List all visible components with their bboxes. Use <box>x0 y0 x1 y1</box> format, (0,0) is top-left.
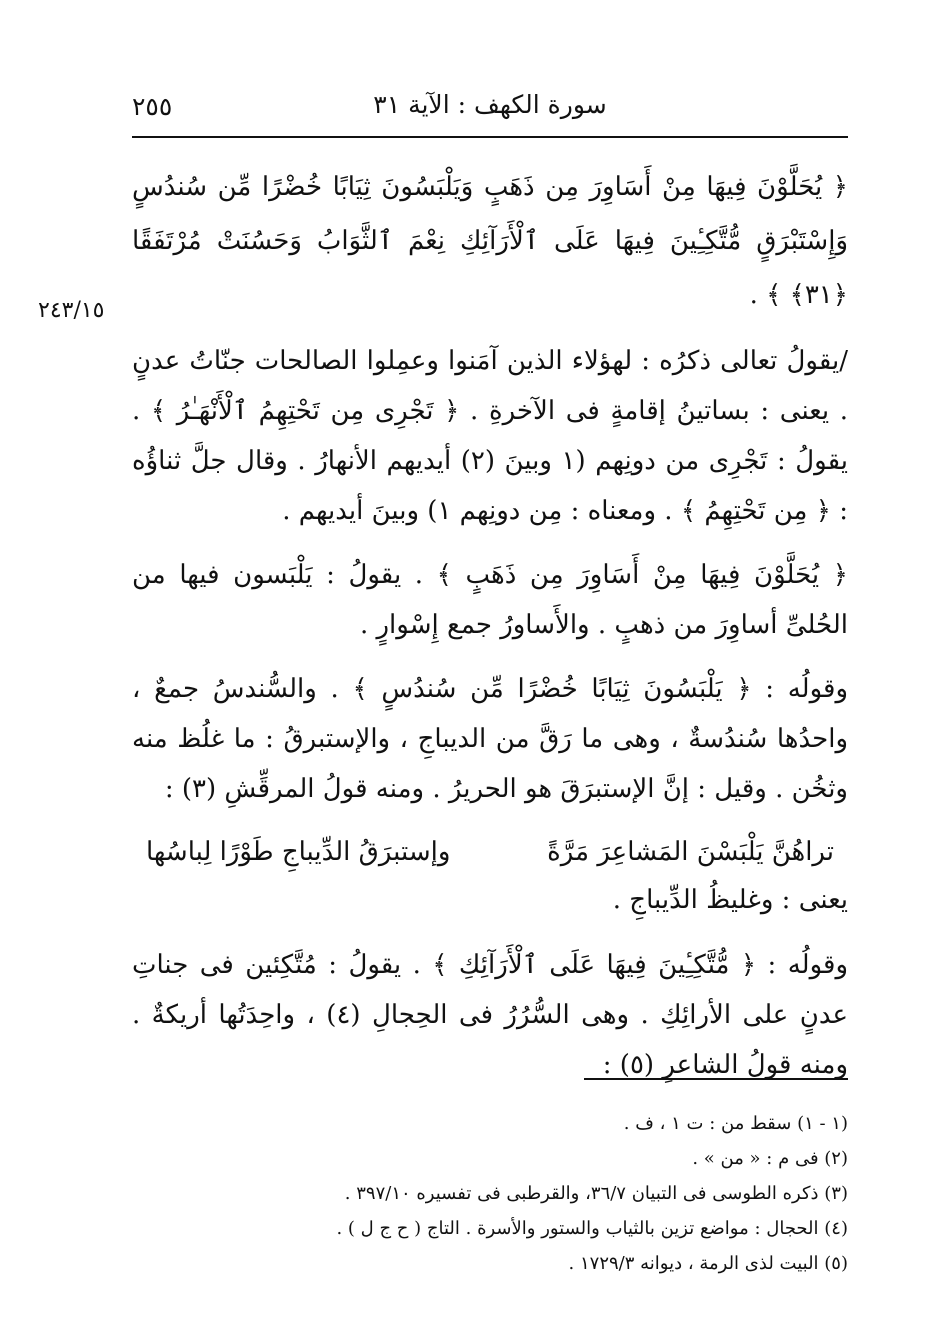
poem-verse <box>132 828 848 876</box>
footnotes <box>132 1106 848 1281</box>
footnote-rule <box>584 1078 848 1080</box>
poem-hemistich-1: تراهُنَّ يَلْبَسْنَ المَشاعِرَ مَرَّةً <box>547 837 834 867</box>
page-number: ٢٥٥ <box>132 92 173 121</box>
paragraph-4: وقولُه : ﴿ مُّتَّكِـِٔينَ فِيهَا عَلَى ٱلْأَرَآئِكِ ﴾ . يقولُ : مُتَّكِئين فى جناتِ عدنٍ على الأرائِكِ . وهى السُّرُرُ فى الحِجالِ (٤) ، واحِدَتُها أريكةٌ . ومنه قولُ الشاعرِ (٥) : <box>132 950 848 1080</box>
running-title: سورة الكهف : الآية ٣١ <box>373 90 607 119</box>
margin-reference: ٢٤٣/١٥ <box>38 298 105 323</box>
paragraph-2: ﴿ يُحَلَّوْنَ فِيهَا مِنْ أَسَاوِرَ مِن ذَهَبٍ ﴾ . يقولُ : يَلْبَسون فيها من الحُلىِّ أساوِرَ من ذهبٍ . والأَساورُ جمع إِسْوارٍ . <box>132 560 848 640</box>
footnote-5: (٥) البيت لذى الرمة ، ديوانه ١٧٢٩/٣ . <box>568 1253 848 1274</box>
footnote-1: (١ - ١) سقط من : ت ١ ، ف . <box>623 1113 848 1134</box>
paragraph-1: /يقولُ تعالى ذكرُه : لهؤلاء الذين آمَنوا وعمِلوا الصالحات جنّاتُ عدنٍ . يعنى : بساتينُ إقامةٍ فى الآخرةِ . ﴿ تَجْرِى مِن تَحْتِهِمُ ٱلْأَنْهَـٰرُ ﴾ . يقولُ : تَجْرِى من دونِهم (١ وبينَ (٢) أيديهم الأنهارُ . وقال جلَّ ثناؤُه : ﴿ مِن تَحْتِهِمُ ﴾ . ومعناه : مِن دونِهم ١) وبينَ أيديهم . <box>132 346 848 526</box>
quran-verse: ﴿ يُحَلَّوْنَ فِيهَا مِنْ أَسَاوِرَ مِن ذَهَبٍ وَيَلْبَسُونَ ثِيَابًا خُضْرًا مِّن سُندُسٍ وَإِسْتَبْرَقٍ مُّتَّكِـِٔينَ فِيهَا عَلَى ٱلْأَرَآئِكِ نِعْمَ ٱلثَّوَابُ وَحَسُنَتْ مُرْتَفَقًا ﴿٣١﴾ ﴾ . <box>132 172 848 310</box>
poem-hemistich-2: وإستبرَقُ الدِّيباجِ طَوْرًا لِباسُها <box>146 837 451 867</box>
footnote-2: (٢) فى م : « من » . <box>692 1148 848 1169</box>
poem-explanation: يعنى : وغليظُ الدِّيباجِ . <box>612 885 848 915</box>
paragraph-3: وقولُه : ﴿ يَلْبَسُونَ ثِيَابًا خُضْرًا مِّن سُندُسٍ ﴾ . والسُّندسُ جمعٌ ، واحدُها سُندُسةٌ ، وهى ما رَقَّ من الديباجِ ، والإستبرقُ : ما غلُظ منه وثخُن . وقيل : إنَّ الإستبرَقَ هو الحريرُ . ومنه قولُ المرقِّشِ (٣) : <box>132 674 848 804</box>
header-rule <box>132 136 848 138</box>
main-text <box>132 160 848 1104</box>
footnote-3: (٣) ذكره الطوسى فى التبيان ٣٦/٧، والقرطبى فى تفسيره ٣٩٧/١٠ . <box>344 1183 848 1204</box>
page-header <box>132 88 848 124</box>
footnote-4: (٤) الحجال : مواضع تزين بالثياب والستور والأسرة . التاج ( ح ج ل ) . <box>336 1218 848 1239</box>
